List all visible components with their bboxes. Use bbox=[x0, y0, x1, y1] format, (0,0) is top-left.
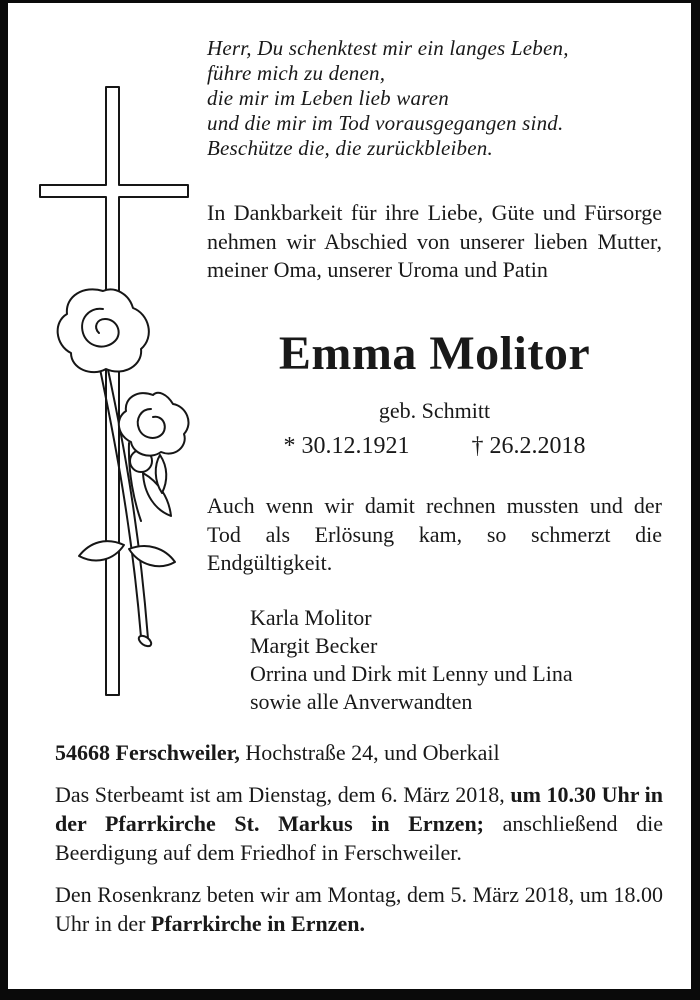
mourners-list bbox=[250, 604, 670, 716]
service-time-place: um 10.30 Uhr in der Pfarrkirche St. Markus in Ernzen; bbox=[55, 782, 663, 836]
birth-date: * 30.12.1921 bbox=[283, 433, 410, 459]
verse-line: Beschütze die, die zurückbleiben. bbox=[207, 136, 493, 160]
mourner-name: Orrina und Dirk mit Lenny und Lina bbox=[250, 661, 573, 686]
rosary-place: Pfarrkirche in Ernzen. bbox=[150, 911, 365, 936]
cross-icon bbox=[40, 87, 188, 695]
intro-paragraph: In Dankbarkeit für ihre Liebe, Güte und Fürsorge nehmen wir Abschied von unserer lieben Mutter, meiner Oma, unserer Uroma und Patin bbox=[207, 200, 662, 282]
funeral-details bbox=[55, 738, 663, 938]
service-text: Das Sterbeamt ist am Dienstag, dem 6. März 2018, bbox=[55, 782, 505, 807]
address-rest: Hochstraße 24, und Oberkail bbox=[245, 740, 500, 765]
verse-line: und die mir im Tod vorausgegangen sind. bbox=[207, 111, 564, 135]
condolence-paragraph: Auch wenn wir damit rechnen mussten und der Tod als Erlösung kam, so schmerzt die Endgültigkeit. bbox=[207, 493, 662, 575]
address-location: 54668 Ferschweiler, bbox=[55, 740, 240, 765]
mourner-name: Karla Molitor bbox=[250, 605, 372, 630]
cross-roses-illustration bbox=[8, 3, 228, 703]
service-text: anschließend die Beerdigung auf dem Friedhof in Ferschweiler. bbox=[55, 811, 663, 865]
death-date: † 26.2.2018 bbox=[471, 433, 586, 459]
rose-icon bbox=[58, 289, 149, 372]
deceased-name: Emma Molitor bbox=[278, 327, 591, 380]
mourner-name: sowie alle Anverwandten bbox=[250, 689, 473, 714]
verse-line: Herr, Du schenktest mir ein langes Leben, bbox=[207, 36, 569, 60]
funeral-service-paragraph bbox=[55, 780, 663, 867]
address-line bbox=[55, 738, 663, 767]
rosary-paragraph bbox=[55, 880, 663, 938]
rose-icon bbox=[119, 393, 189, 472]
mourner-name: Margit Becker bbox=[250, 633, 378, 658]
life-dates bbox=[207, 433, 662, 460]
opening-verse bbox=[207, 36, 667, 161]
rosary-text: Den Rosenkranz beten wir am Montag, dem 5. März 2018, um 18.00 Uhr in der bbox=[55, 882, 663, 936]
maiden-name: geb. Schmitt bbox=[378, 398, 491, 423]
verse-line: die mir im Leben lieb waren bbox=[207, 86, 450, 110]
verse-line: führe mich zu denen, bbox=[207, 61, 386, 85]
